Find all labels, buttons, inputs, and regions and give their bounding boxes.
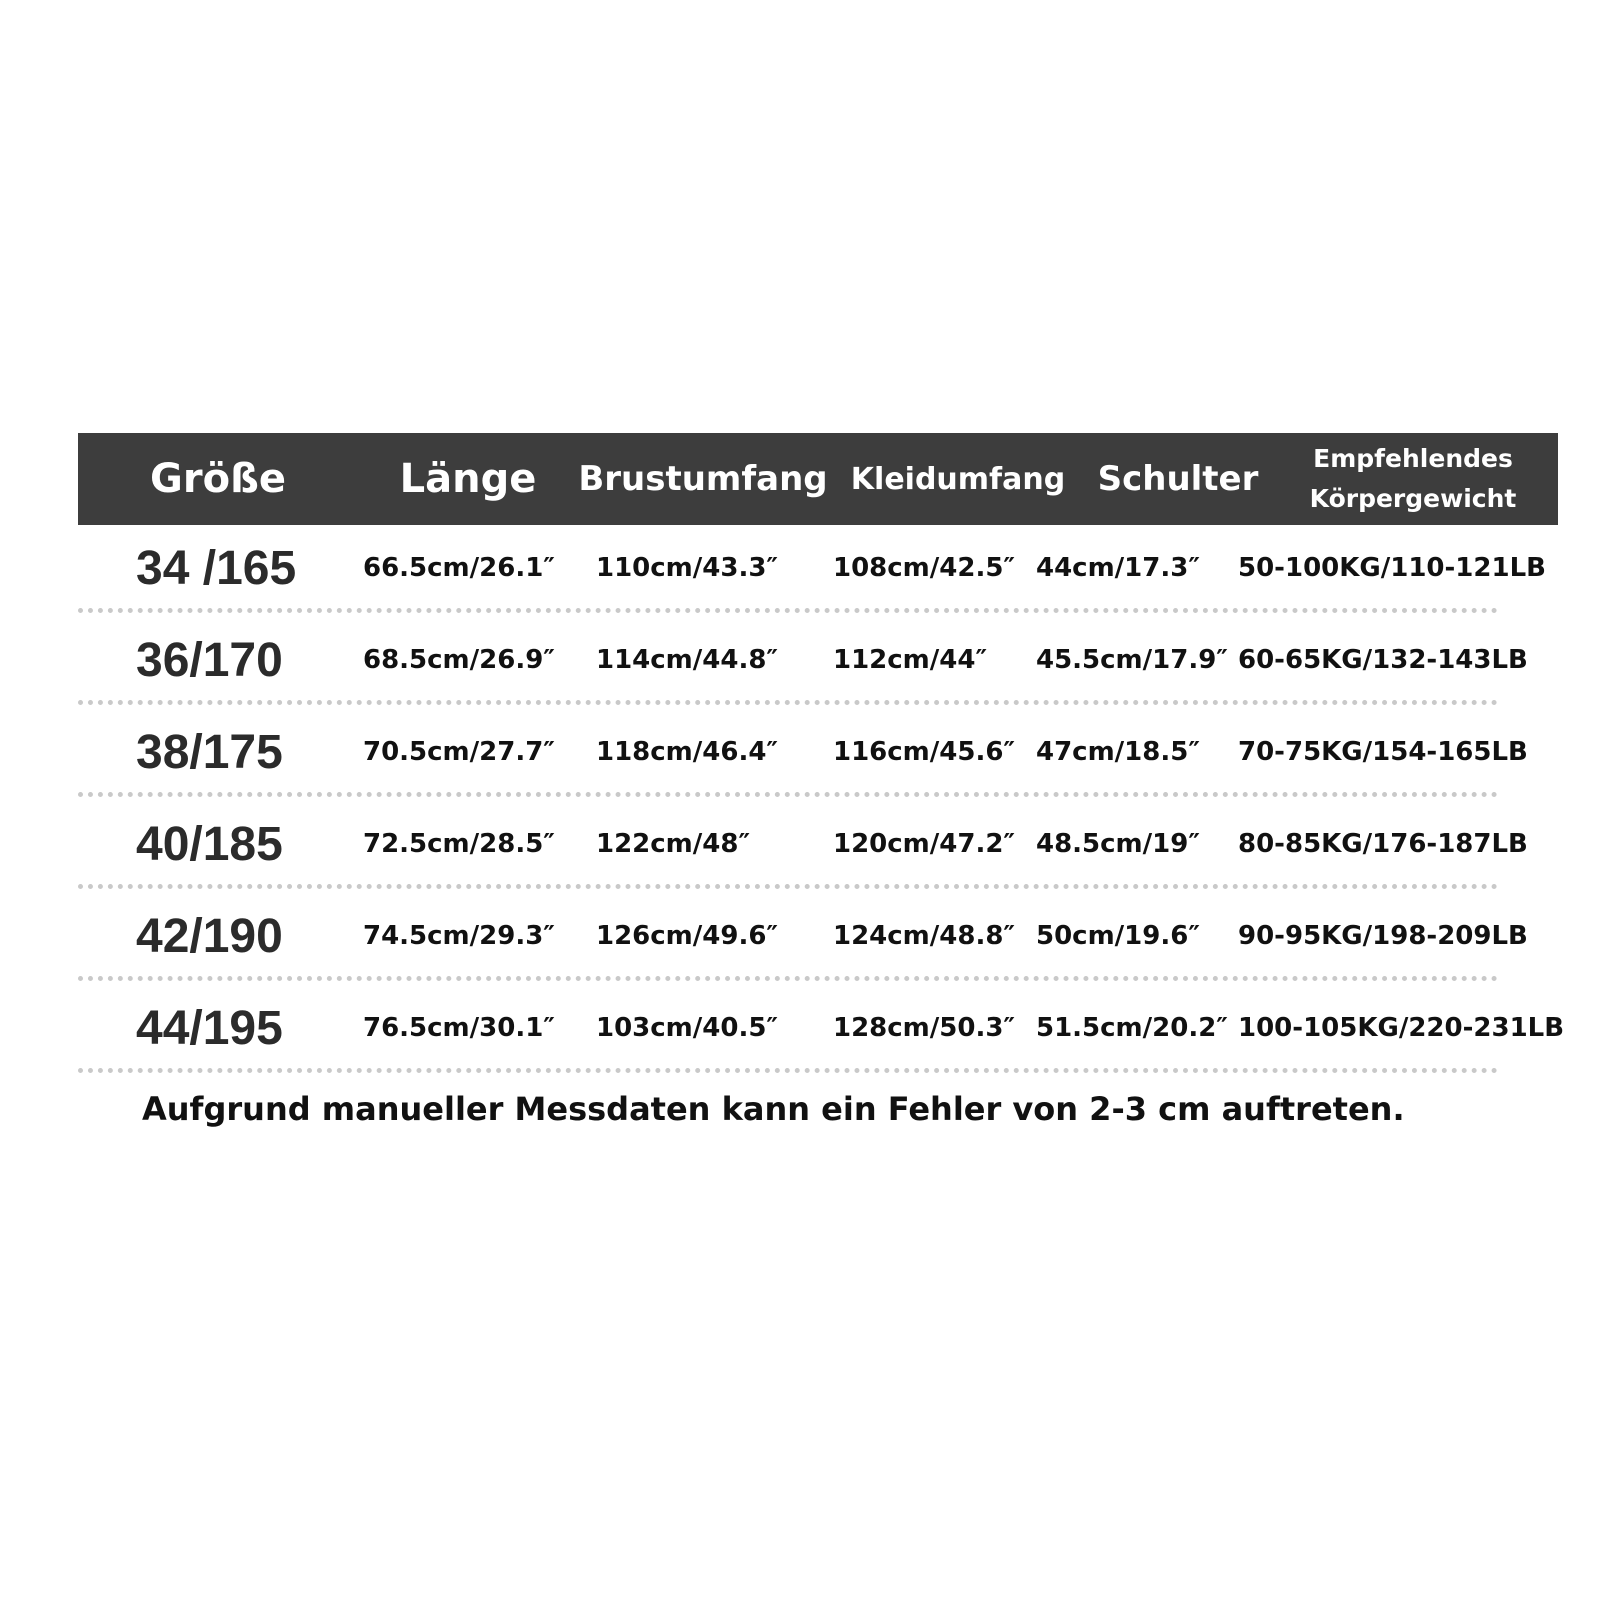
table-row	[78, 617, 1556, 709]
cell-size: 36/170	[136, 633, 283, 687]
cell-dress: 128cm/50.3″	[833, 1013, 1016, 1043]
table-row	[78, 893, 1556, 985]
header-chest: Brustumfang	[578, 459, 828, 499]
header-weight-line2: Körpergewicht	[1309, 484, 1517, 513]
cell-length: 74.5cm/29.3″	[363, 921, 555, 951]
cell-weight: 60-65KG/132-143LB	[1238, 645, 1528, 675]
cell-shoulder: 47cm/18.5″	[1036, 737, 1200, 767]
cell-length: 76.5cm/30.1″	[363, 1013, 555, 1043]
cell-weight: 80-85KG/176-187LB	[1238, 829, 1528, 859]
header-shoulder: Schulter	[1097, 459, 1259, 499]
cell-size: 42/190	[136, 909, 283, 963]
header-dress: Kleidumfang	[850, 461, 1066, 497]
cell-shoulder: 50cm/19.6″	[1036, 921, 1200, 951]
table-row	[78, 801, 1556, 893]
header-length: Länge	[399, 456, 537, 502]
cell-length: 68.5cm/26.9″	[363, 645, 555, 675]
cell-chest: 118cm/46.4″	[596, 737, 779, 767]
cell-dress: 108cm/42.5″	[833, 553, 1016, 583]
cell-chest: 122cm/48″	[596, 829, 751, 859]
table-header	[78, 433, 1558, 525]
header-weight	[1278, 433, 1548, 525]
header-weight-line1: Empfehlendes	[1313, 444, 1513, 473]
row-divider	[78, 792, 1498, 797]
cell-length: 70.5cm/27.7″	[363, 737, 555, 767]
cell-chest: 126cm/49.6″	[596, 921, 779, 951]
cell-size: 38/175	[136, 725, 283, 779]
row-divider	[78, 608, 1498, 613]
size-chart-table	[78, 433, 1565, 1077]
cell-size: 34 /165	[136, 541, 297, 595]
cell-weight: 50-100KG/110-121LB	[1238, 553, 1546, 583]
cell-dress: 112cm/44″	[833, 645, 988, 675]
cell-chest: 114cm/44.8″	[596, 645, 779, 675]
cell-shoulder: 45.5cm/17.9″	[1036, 645, 1228, 675]
cell-shoulder: 44cm/17.3″	[1036, 553, 1200, 583]
cell-chest: 103cm/40.5″	[596, 1013, 779, 1043]
row-divider	[78, 884, 1498, 889]
row-divider	[78, 976, 1498, 981]
table-row	[78, 525, 1556, 617]
row-divider	[78, 1068, 1498, 1073]
cell-weight: 90-95KG/198-209LB	[1238, 921, 1528, 951]
measurement-note: Aufgrund manueller Messdaten kann ein Fehler von 2-3 cm auftreten.	[142, 1090, 1405, 1128]
cell-weight: 70-75KG/154-165LB	[1238, 737, 1528, 767]
cell-shoulder: 48.5cm/19″	[1036, 829, 1200, 859]
header-size: Größe	[150, 456, 286, 502]
cell-dress: 120cm/47.2″	[833, 829, 1016, 859]
cell-dress: 124cm/48.8″	[833, 921, 1016, 951]
cell-size: 40/185	[136, 817, 283, 871]
table-row	[78, 709, 1556, 801]
cell-length: 66.5cm/26.1″	[363, 553, 555, 583]
table-row	[78, 985, 1565, 1077]
cell-size: 44/195	[136, 1001, 283, 1055]
cell-dress: 116cm/45.6″	[833, 737, 1016, 767]
cell-length: 72.5cm/28.5″	[363, 829, 555, 859]
cell-weight: 100-105KG/220-231LB	[1238, 1013, 1565, 1043]
row-divider	[78, 700, 1498, 705]
cell-shoulder: 51.5cm/20.2″	[1036, 1013, 1228, 1043]
cell-chest: 110cm/43.3″	[596, 553, 779, 583]
